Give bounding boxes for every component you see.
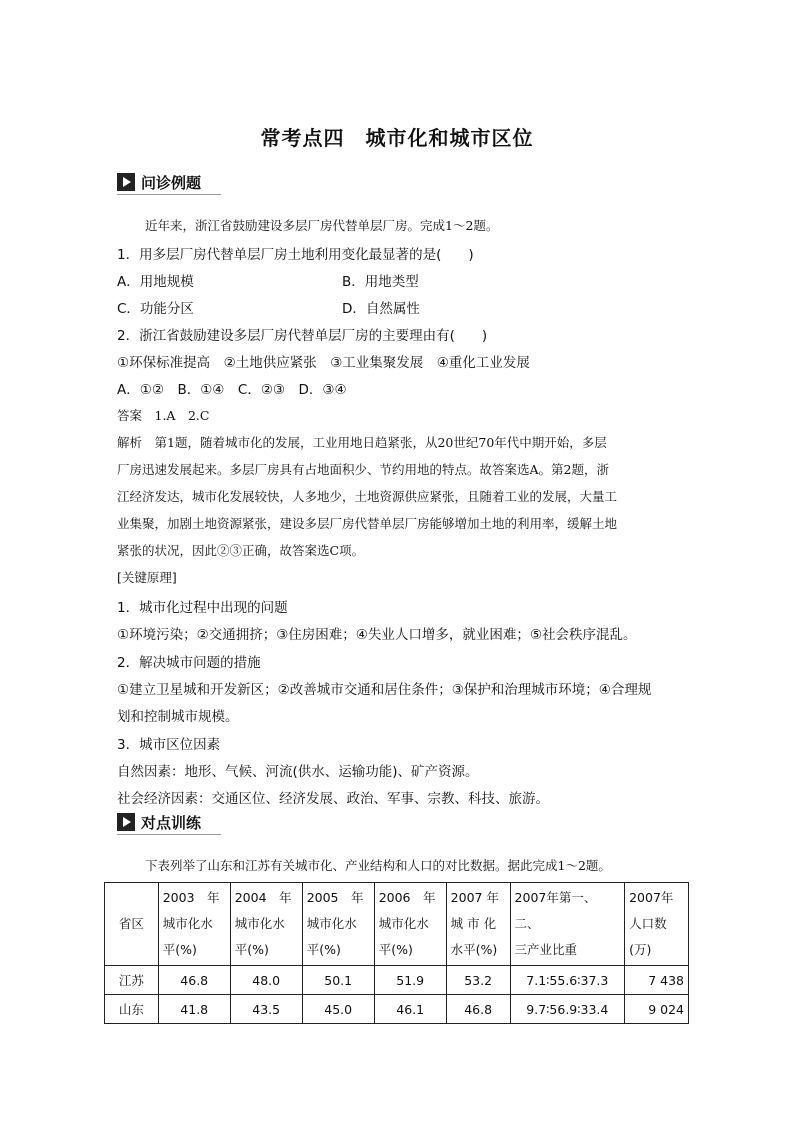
key-line: 2．解决城市问题的措施 [117,655,261,671]
key-line: 1．城市化过程中出现的问题 [117,600,288,616]
key-line: 划和控制城市规模。 [117,709,239,725]
section-label: 对点训练 [141,814,202,832]
table-row [105,995,689,1024]
question-1-option-d: D．自然属性 [342,301,420,317]
table-cell: 48.0 [230,966,302,995]
header-cell: 2005 年 城市化水 平(%) [302,883,374,966]
play-icon [117,813,135,831]
section-label: 问诊例题 [141,174,202,192]
comparison-table [104,882,689,1024]
header-cell: 2006 年 城市化水 平(%) [374,883,446,966]
header-cell: 2007年第一、二、 三产业比重 [510,883,625,966]
question-2-stem: 2．浙江省鼓励建设多层厂房代替单层厂房的主要理由有( ) [117,328,488,344]
key-line: 自然因素：地形、气候、河流(供水、运输功能)、矿产资源。 [117,764,479,780]
table-cell: 51.9 [374,966,446,995]
practice-intro: 下表列举了山东和江苏有关城市化、产业结构和人口的对比数据。据此完成1～2题。 [145,858,611,873]
table-cell: 46.1 [374,995,446,1024]
analysis-line: 业集聚，加剧土地资源紧张，建设多层厂房代替单层厂房能够增加土地的利用率，缓解土地 [117,516,618,531]
header-cell: 2007 年 城 市 化 水平(%) [446,883,510,966]
question-1-option-b: B．用地类型 [342,274,419,290]
example-intro: 近年来，浙江省鼓励建设多层厂房代替单层厂房。完成1～2题。 [145,218,499,233]
key-line: 社会经济因素：交通区位、经济发展、政治、军事、宗教、科技、旅游。 [117,791,549,807]
table-cell: 7 438 [625,966,689,995]
section-header-examples [117,172,221,194]
question-1-stem: 1．用多层厂房代替单层厂房土地利用变化最显著的是( ) [117,247,474,263]
header-cell: 2004 年 城市化水 平(%) [230,883,302,966]
question-1-option-a: A．用地规模 [117,274,194,290]
table-cell: 50.1 [302,966,374,995]
section-header-practice [117,812,221,834]
header-cell: 省区 [105,883,159,966]
key-line: ①建立卫星城和开发新区；②改善城市交通和居住条件；③保护和治理城市环境；④合理规 [117,682,652,698]
table-cell: 9.7∶56.9∶33.4 [510,995,625,1024]
key-principles-heading: [关键原理] [117,570,177,585]
section-underline [117,834,221,835]
question-1-option-c: C．功能分区 [117,301,194,317]
table-cell: 45.0 [302,995,374,1024]
table-cell: 9 024 [625,995,689,1024]
table-cell: 41.8 [158,995,230,1024]
key-line: ①环境污染；②交通拥挤；③住房困难；④失业人口增多，就业困难；⑤社会秩序混乱。 [117,627,637,643]
table-cell: 江苏 [105,966,159,995]
analysis-line: 厂房迅速发展起来。多层厂房具有占地面积少、节约用地的特点。故答案选A。第2题，浙 [117,462,609,477]
section-underline [117,194,221,195]
table-cell: 46.8 [446,995,510,1024]
analysis-line: 解析 第1题，随着城市化的发展，工业用地日趋紧张，从20世纪70年代中期开始，多层 [117,435,607,450]
table-cell: 46.8 [158,966,230,995]
analysis-line: 紧张的状况，因此②③正确，故答案选C项。 [117,543,365,558]
table-cell: 43.5 [230,995,302,1024]
header-cell: 2003 年 城市化水 平(%) [158,883,230,966]
table-header-row [105,883,689,966]
question-2-items: ①环保标准提高 ②土地供应紧张 ③工业集聚发展 ④重化工业发展 [117,355,530,371]
table-cell: 7.1∶55.6∶37.3 [510,966,625,995]
key-line: 3．城市区位因素 [117,737,221,753]
answer-line: 答案 1.A 2.C [117,408,210,423]
question-2-options: A．①② B．①④ C．②③ D．③④ [117,382,347,398]
header-cell: 2007年 人口数 (万) [625,883,689,966]
analysis-line: 江经济发达，城市化发展较快，人多地少，土地资源供应紧张，且随着工业的发展，大量工 [117,489,618,504]
page-title: 常考点四 城市化和城市区位 [260,126,534,150]
play-icon [117,173,135,191]
table-row [105,966,689,995]
table-cell: 53.2 [446,966,510,995]
table-cell: 山东 [105,995,159,1024]
